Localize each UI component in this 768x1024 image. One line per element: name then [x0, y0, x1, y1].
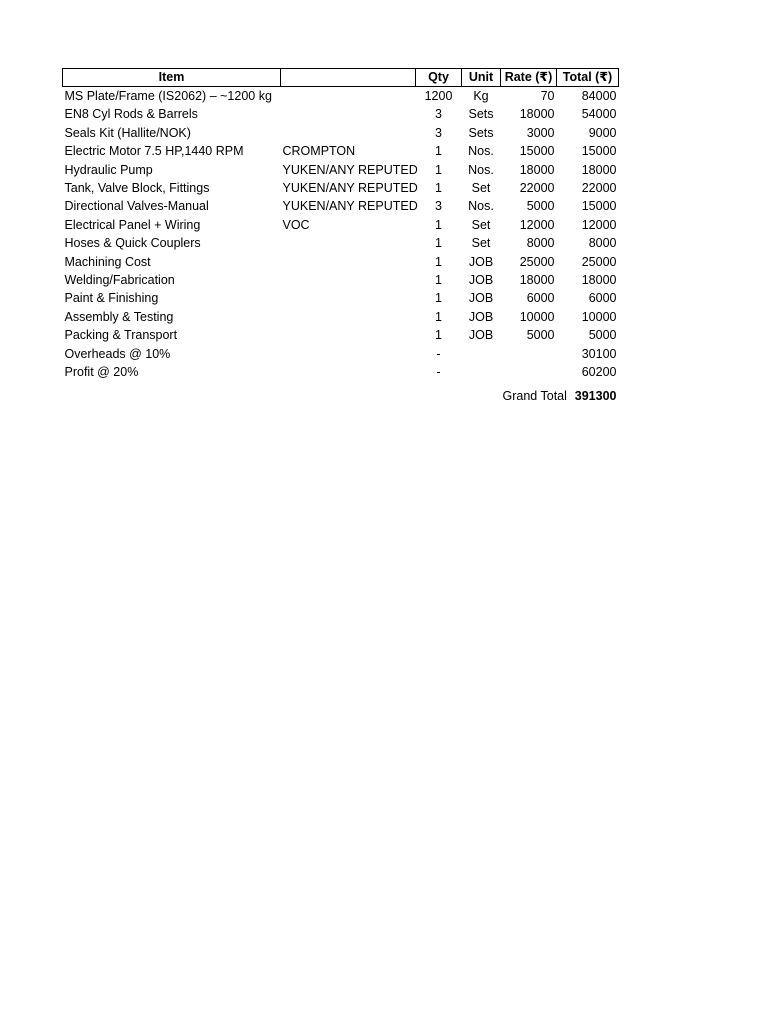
- cell-unit: [462, 363, 501, 381]
- cell-rate: 70: [540, 89, 555, 103]
- grand-spacer: [462, 382, 501, 412]
- cell-total: 5000: [588, 328, 617, 343]
- cell-brand: [281, 363, 416, 381]
- grand-spacer: [281, 382, 416, 412]
- table-row: [63, 87, 619, 106]
- cell-unit: JOB: [468, 254, 494, 269]
- cell-qty: 1: [435, 162, 442, 177]
- cell-unit: JOB: [468, 328, 494, 343]
- cell-qty: 3: [435, 199, 442, 214]
- table-row: [63, 234, 619, 252]
- cell-qty: 1: [435, 236, 442, 251]
- cell-unit: Sets: [468, 107, 494, 122]
- cell-qty: 3: [435, 125, 442, 140]
- cell-rate: 18000: [519, 273, 555, 288]
- table-row: [63, 363, 619, 381]
- grand-total-value: 391300: [574, 389, 617, 403]
- cell-total: 84000: [581, 89, 617, 103]
- cell-qty: -: [436, 365, 441, 380]
- cell-unit: JOB: [468, 291, 494, 306]
- cell-total: 9000: [588, 125, 617, 140]
- cell-brand: [281, 87, 416, 106]
- cell-item: Tank, Valve Block, Fittings: [64, 181, 210, 196]
- cell-unit: Set: [471, 236, 491, 251]
- cell-unit: Nos.: [468, 199, 494, 214]
- cell-rate: 8000: [526, 236, 555, 251]
- cell-qty: 1: [435, 144, 442, 159]
- cell-rate: 25000: [519, 254, 555, 269]
- table-row: [63, 289, 619, 307]
- cell-brand: YUKEN/ANY REPUTED: [282, 181, 418, 196]
- cell-total: 15000: [581, 199, 617, 214]
- table-row: [63, 308, 619, 326]
- table-row: [63, 105, 619, 123]
- cell-qty: -: [436, 346, 441, 361]
- cell-brand: [281, 271, 416, 289]
- cell-brand: YUKEN/ANY REPUTED: [282, 199, 418, 214]
- cell-unit: Kg: [473, 89, 489, 103]
- cell-rate: 3000: [526, 125, 555, 140]
- cell-brand: [281, 289, 416, 307]
- cell-total: 15000: [581, 144, 617, 159]
- cell-item: Seals Kit (Hallite/NOK): [64, 125, 191, 140]
- cell-rate: 18000: [519, 107, 555, 122]
- cell-total: 8000: [588, 236, 617, 251]
- cell-brand: CROMPTON: [282, 144, 356, 159]
- cell-rate: [501, 345, 557, 363]
- cell-unit: JOB: [468, 309, 494, 324]
- cell-item: Profit @ 20%: [64, 365, 139, 380]
- grand-spacer: [63, 382, 281, 412]
- cell-item: Overheads @ 10%: [64, 346, 171, 361]
- cell-total: 30100: [581, 346, 617, 361]
- cell-qty: 1: [435, 217, 442, 232]
- table-row: [63, 271, 619, 289]
- cell-qty: 1: [435, 273, 442, 288]
- cell-item: Packing & Transport: [64, 328, 178, 343]
- header-unit: Unit: [462, 69, 501, 87]
- cell-item: Assembly & Testing: [64, 309, 174, 324]
- cell-item: Machining Cost: [64, 254, 151, 269]
- cell-brand: [281, 326, 416, 344]
- cell-rate: 6000: [526, 291, 555, 306]
- cell-unit: Nos.: [468, 162, 494, 177]
- header-total: Total (₹): [557, 69, 619, 87]
- cell-item: Hoses & Quick Couplers: [64, 236, 201, 251]
- cell-qty: 1: [435, 328, 442, 343]
- cell-total: 60200: [581, 365, 617, 380]
- cell-total: 6000: [588, 291, 617, 306]
- cell-brand: VOC: [282, 217, 310, 232]
- header-brand: [281, 69, 416, 87]
- cell-brand: [281, 124, 416, 142]
- table-row: [63, 345, 619, 363]
- table-row: [63, 142, 619, 160]
- cell-rate: 10000: [519, 309, 555, 324]
- cell-total: 22000: [581, 181, 617, 196]
- header-rate: Rate (₹): [501, 69, 557, 87]
- cell-item: Electrical Panel + Wiring: [64, 217, 201, 232]
- header-item: Item: [63, 69, 281, 87]
- header-row: [63, 69, 619, 87]
- cell-qty: 1: [435, 309, 442, 324]
- table-row: [63, 326, 619, 344]
- cell-rate: 5000: [526, 328, 555, 343]
- grand-total-row: [63, 382, 619, 412]
- cell-total: 54000: [581, 107, 617, 122]
- cost-estimate-table: [62, 68, 619, 412]
- cell-rate: 15000: [519, 144, 555, 159]
- cell-item: Paint & Finishing: [64, 291, 159, 306]
- header-qty: Qty: [416, 69, 462, 87]
- cell-brand: [281, 234, 416, 252]
- cell-total: 12000: [581, 217, 617, 232]
- cell-brand: [281, 253, 416, 271]
- cell-item: MS Plate/Frame (IS2062) – ~1200 kg: [64, 89, 272, 103]
- grand-spacer: [416, 382, 462, 412]
- cell-rate: 22000: [519, 181, 555, 196]
- cell-unit: [462, 345, 501, 363]
- cell-total: 25000: [581, 254, 617, 269]
- table-body: [63, 87, 619, 412]
- cell-rate: 5000: [526, 199, 555, 214]
- cell-brand: [281, 345, 416, 363]
- cell-qty: 1: [435, 181, 442, 196]
- cell-total: 10000: [581, 309, 617, 324]
- cell-qty: 3: [435, 107, 442, 122]
- cell-brand: YUKEN/ANY REPUTED: [282, 162, 418, 177]
- cell-unit: Set: [471, 181, 491, 196]
- table-row: [63, 216, 619, 234]
- cell-item: Hydraulic Pump: [64, 162, 153, 177]
- cell-unit: Set: [471, 217, 491, 232]
- cell-unit: JOB: [468, 273, 494, 288]
- cell-item: EN8 Cyl Rods & Barrels: [64, 107, 198, 122]
- cell-rate: 18000: [519, 162, 555, 177]
- cell-rate: [501, 363, 557, 381]
- table-row: [63, 161, 619, 179]
- cell-brand: [281, 308, 416, 326]
- cell-unit: Nos.: [468, 144, 494, 159]
- cell-item: Electric Motor 7.5 HP,1440 RPM: [64, 144, 244, 159]
- table-row: [63, 253, 619, 271]
- cell-qty: 1: [435, 254, 442, 269]
- cell-total: 18000: [581, 273, 617, 288]
- cell-unit: Sets: [468, 125, 494, 140]
- cost-sheet: [62, 68, 618, 412]
- grand-total-label: Grand Total: [502, 389, 567, 403]
- table-row: [63, 179, 619, 197]
- table-row: [63, 124, 619, 142]
- cell-qty: 1200: [424, 89, 453, 103]
- cell-item: Welding/Fabrication: [64, 273, 175, 288]
- cell-rate: 12000: [519, 217, 555, 232]
- cell-qty: 1: [435, 291, 442, 306]
- table-row: [63, 197, 619, 215]
- cell-item: Directional Valves-Manual: [64, 199, 209, 214]
- cell-brand: [281, 105, 416, 123]
- cell-total: 18000: [581, 162, 617, 177]
